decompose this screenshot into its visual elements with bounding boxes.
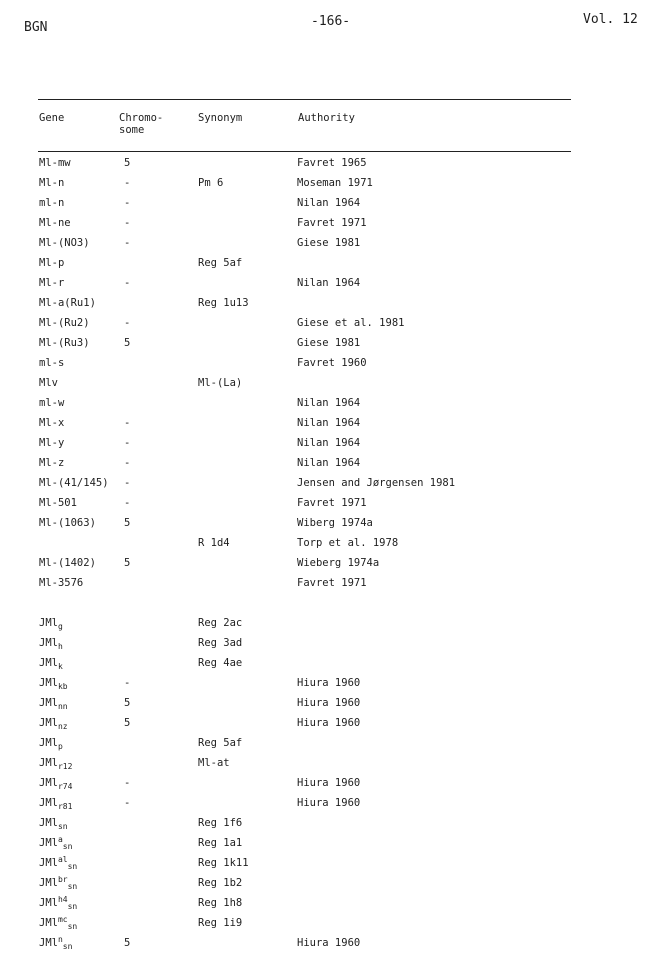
synonym-cell: Reg 5af xyxy=(198,737,243,749)
table-row xyxy=(0,916,654,934)
table-row xyxy=(0,936,654,954)
gene-symbol: JMl xyxy=(39,917,58,929)
table-top-rule xyxy=(38,99,571,100)
table-row xyxy=(0,896,654,914)
authority-cell: Nilan 1964 xyxy=(297,457,361,469)
gene-superscript: h4 xyxy=(57,895,68,904)
synonym-cell: Reg 2ac xyxy=(198,617,243,629)
gene-cell xyxy=(39,796,72,810)
gene-symbol: Ml-(Ru2) xyxy=(39,317,90,329)
gene-symbol: Ml-n xyxy=(39,177,65,189)
authority-cell: Torp et al. 1978 xyxy=(297,537,399,549)
gene-subscript: r81 xyxy=(57,802,73,811)
authority-cell: Hiura 1960 xyxy=(297,677,361,689)
synonym-cell: Ml-(La) xyxy=(198,377,243,389)
gene-cell xyxy=(39,256,64,270)
table-row xyxy=(0,376,654,394)
gene-subscript: nn xyxy=(57,702,68,711)
table-row xyxy=(0,796,654,814)
gene-cell xyxy=(39,276,64,290)
table-row xyxy=(0,176,654,194)
gene-cell xyxy=(39,916,77,930)
gene-subscript: g xyxy=(57,622,63,631)
gene-symbol: JMl xyxy=(39,857,58,869)
gene-superscript: br xyxy=(57,875,68,884)
gene-cell xyxy=(39,376,58,390)
gene-symbol: JMl xyxy=(39,877,58,889)
gene-cell xyxy=(39,856,77,870)
table-row xyxy=(0,196,654,214)
authority-cell: Hiura 1960 xyxy=(297,717,361,729)
gene-cell xyxy=(39,776,72,790)
table-row xyxy=(0,616,654,634)
table-row xyxy=(0,276,654,294)
gene-cell xyxy=(39,816,68,830)
gene-symbol: JMl xyxy=(39,617,58,629)
authority-cell: Favret 1965 xyxy=(297,157,367,169)
gene-symbol: JMl xyxy=(39,817,58,829)
chromosome-cell: - xyxy=(124,437,131,449)
table-row xyxy=(0,516,654,534)
gene-subscript: sn xyxy=(67,862,78,871)
gene-symbol: ml-s xyxy=(39,357,65,369)
gene-cell xyxy=(39,516,96,530)
gene-symbol: JMl xyxy=(39,637,58,649)
authority-cell: Favret 1971 xyxy=(297,497,367,509)
gene-symbol: JMl xyxy=(39,797,58,809)
gene-subscript: h xyxy=(57,642,63,651)
authority-cell: Hiura 1960 xyxy=(297,797,361,809)
synonym-cell: Reg 1k11 xyxy=(198,857,249,869)
column-header-chromosome xyxy=(119,112,163,136)
gene-cell xyxy=(39,896,77,910)
table-row xyxy=(0,636,654,654)
gene-symbol: ml-w xyxy=(39,397,65,409)
gene-cell xyxy=(39,576,83,590)
gene-superscript: al xyxy=(57,855,68,864)
gene-subscript: k xyxy=(57,662,63,671)
authority-cell: Giese et al. 1981 xyxy=(297,317,405,329)
table-row xyxy=(0,756,654,774)
gene-cell xyxy=(39,316,90,330)
gene-cell xyxy=(39,556,96,570)
gene-symbol: Ml-a(Ru1) xyxy=(39,297,96,309)
gene-superscript: n xyxy=(57,935,63,944)
gene-subscript: sn xyxy=(67,882,78,891)
chromosome-cell: - xyxy=(124,457,131,469)
table-row xyxy=(0,256,654,274)
gene-subscript: sn xyxy=(67,902,78,911)
chromosome-cell: 5 xyxy=(124,717,131,729)
chromosome-cell: - xyxy=(124,197,131,209)
gene-cell xyxy=(39,616,63,630)
authority-cell: Giese 1981 xyxy=(297,337,361,349)
gene-cell xyxy=(39,456,64,470)
gene-symbol: JMl xyxy=(39,697,58,709)
gene-cell xyxy=(39,416,64,430)
synonym-cell: Reg 1f6 xyxy=(198,817,243,829)
authority-cell: Nilan 1964 xyxy=(297,437,361,449)
gene-symbol: Mlv xyxy=(39,377,58,389)
chromosome-cell: - xyxy=(124,497,131,509)
gene-symbol: JMl xyxy=(39,777,58,789)
authority-cell: Jensen and Jørgensen 1981 xyxy=(297,477,456,489)
authority-cell: Wiberg 1974a xyxy=(297,517,373,529)
table-row xyxy=(0,216,654,234)
gene-cell xyxy=(39,356,64,370)
chromosome-cell: 5 xyxy=(124,337,131,349)
gene-symbol: Ml-r xyxy=(39,277,65,289)
gene-symbol: Ml-(NO3) xyxy=(39,237,90,249)
column-header-synonym: Synonym xyxy=(198,112,243,124)
authority-cell: Nilan 1964 xyxy=(297,417,361,429)
table-row xyxy=(0,236,654,254)
column-header-chromosome-line1: Chromo- xyxy=(119,112,164,124)
table-row xyxy=(0,296,654,314)
column-header-chromosome-line2: some xyxy=(119,124,145,136)
gene-cell xyxy=(39,496,77,510)
gene-cell xyxy=(39,156,71,170)
synonym-cell: Reg 1a1 xyxy=(198,837,243,849)
synonym-cell: Reg 1u13 xyxy=(198,297,249,309)
gene-superscript: a xyxy=(57,835,63,844)
table-row xyxy=(0,396,654,414)
gene-symbol: Ml-(Ru3) xyxy=(39,337,90,349)
gene-subscript: sn xyxy=(62,942,73,951)
chromosome-cell: 5 xyxy=(124,697,131,709)
chromosome-cell: - xyxy=(124,677,131,689)
authority-cell: Favret 1960 xyxy=(297,357,367,369)
table-row xyxy=(0,576,654,594)
table-row xyxy=(0,716,654,734)
gene-cell xyxy=(39,436,64,450)
synonym-cell: R 1d4 xyxy=(198,537,230,549)
table-row xyxy=(0,656,654,674)
gene-cell xyxy=(39,476,109,490)
gene-symbol: JMl xyxy=(39,837,58,849)
gene-symbol: Ml-z xyxy=(39,457,65,469)
gene-cell xyxy=(39,756,72,770)
gene-symbol: Ml-x xyxy=(39,417,65,429)
authority-cell: Moseman 1971 xyxy=(297,177,373,189)
authority-cell: Nilan 1964 xyxy=(297,277,361,289)
gene-symbol: JMl xyxy=(39,657,58,669)
table-row xyxy=(0,736,654,754)
chromosome-cell: - xyxy=(124,477,131,489)
gene-cell xyxy=(39,336,90,350)
gene-cell xyxy=(39,396,64,410)
authority-cell: Nilan 1964 xyxy=(297,197,361,209)
table-row xyxy=(0,316,654,334)
chromosome-cell: - xyxy=(124,797,131,809)
synonym-cell: Reg 1b2 xyxy=(198,877,243,889)
gene-subscript: nz xyxy=(57,722,68,731)
column-header-gene: Gene xyxy=(39,112,65,124)
authority-cell: Hiura 1960 xyxy=(297,777,361,789)
gene-cell xyxy=(39,696,68,710)
synonym-cell: Reg 1i9 xyxy=(198,917,243,929)
gene-symbol: JMl xyxy=(39,937,58,949)
gene-subscript: r12 xyxy=(57,762,73,771)
table-header-rule xyxy=(38,151,571,152)
gene-subscript: kb xyxy=(57,682,68,691)
table-row xyxy=(0,496,654,514)
chromosome-cell: - xyxy=(124,417,131,429)
chromosome-cell: - xyxy=(124,217,131,229)
gene-subscript: sn xyxy=(62,842,73,851)
table-row xyxy=(0,156,654,174)
table-row xyxy=(0,536,654,554)
chromosome-cell: 5 xyxy=(124,517,131,529)
column-header-authority: Authority xyxy=(298,112,355,124)
chromosome-cell: - xyxy=(124,277,131,289)
gene-cell xyxy=(39,656,63,670)
gene-cell xyxy=(39,876,77,890)
chromosome-cell: - xyxy=(124,177,131,189)
gene-subscript: sn xyxy=(67,922,78,931)
page-number: -166- xyxy=(311,14,351,29)
table-row xyxy=(0,856,654,874)
gene-cell xyxy=(39,716,68,730)
gene-subscript: r74 xyxy=(57,782,73,791)
gene-superscript: mc xyxy=(57,915,68,924)
table-row xyxy=(0,456,654,474)
gene-symbol: JMl xyxy=(39,677,58,689)
synonym-cell: Reg 1h8 xyxy=(198,897,243,909)
gene-cell xyxy=(39,296,96,310)
table-row xyxy=(0,676,654,694)
table-row xyxy=(0,816,654,834)
authority-cell: Favret 1971 xyxy=(297,577,367,589)
gene-symbol: Ml-(1063) xyxy=(39,517,96,529)
gene-cell xyxy=(39,176,64,190)
synonym-cell: Pm 6 xyxy=(198,177,224,189)
table-row xyxy=(0,356,654,374)
gene-symbol: Ml-(41/145) xyxy=(39,477,109,489)
table-row xyxy=(0,416,654,434)
header-left: BGN xyxy=(24,20,48,35)
chromosome-cell: 5 xyxy=(124,937,131,949)
synonym-cell: Reg 3ad xyxy=(198,637,243,649)
gene-symbol: Ml-y xyxy=(39,437,65,449)
volume-label: Vol. 12 xyxy=(583,12,638,27)
gene-cell xyxy=(39,936,72,950)
chromosome-cell: 5 xyxy=(124,557,131,569)
gene-symbol: JMl xyxy=(39,757,58,769)
gene-symbol: JMl xyxy=(39,717,58,729)
gene-symbol: JMl xyxy=(39,737,58,749)
authority-cell: Hiura 1960 xyxy=(297,697,361,709)
gene-symbol: Ml-mw xyxy=(39,157,71,169)
gene-cell xyxy=(39,836,72,850)
gene-symbol: Ml-(1402) xyxy=(39,557,96,569)
gene-symbol: JMl xyxy=(39,897,58,909)
gene-subscript: sn xyxy=(57,822,68,831)
authority-cell: Hiura 1960 xyxy=(297,937,361,949)
gene-symbol: Ml-501 xyxy=(39,497,77,509)
authority-cell: Wieberg 1974a xyxy=(297,557,380,569)
table-row xyxy=(0,776,654,794)
table-row xyxy=(0,556,654,574)
authority-cell: Giese 1981 xyxy=(297,237,361,249)
chromosome-cell: - xyxy=(124,237,131,249)
authority-cell: Nilan 1964 xyxy=(297,397,361,409)
gene-symbol: Ml-3576 xyxy=(39,577,84,589)
synonym-cell: Reg 5af xyxy=(198,257,243,269)
synonym-cell: Reg 4ae xyxy=(198,657,243,669)
chromosome-cell: 5 xyxy=(124,157,131,169)
gene-symbol: Ml-ne xyxy=(39,217,71,229)
table-row xyxy=(0,876,654,894)
gene-cell xyxy=(39,676,68,690)
gene-symbol: Ml-p xyxy=(39,257,65,269)
gene-symbol: ml-n xyxy=(39,197,65,209)
table-row xyxy=(0,336,654,354)
table-row xyxy=(0,476,654,494)
table-row xyxy=(0,836,654,854)
authority-cell: Favret 1971 xyxy=(297,217,367,229)
table-row xyxy=(0,696,654,714)
gene-cell xyxy=(39,196,64,210)
gene-cell xyxy=(39,216,71,230)
gene-cell xyxy=(39,736,63,750)
gene-subscript: p xyxy=(57,742,63,751)
gene-cell xyxy=(39,236,90,250)
table-row xyxy=(0,436,654,454)
chromosome-cell: - xyxy=(124,317,131,329)
gene-cell xyxy=(39,636,63,650)
synonym-cell: Ml-at xyxy=(198,757,230,769)
chromosome-cell: - xyxy=(124,777,131,789)
